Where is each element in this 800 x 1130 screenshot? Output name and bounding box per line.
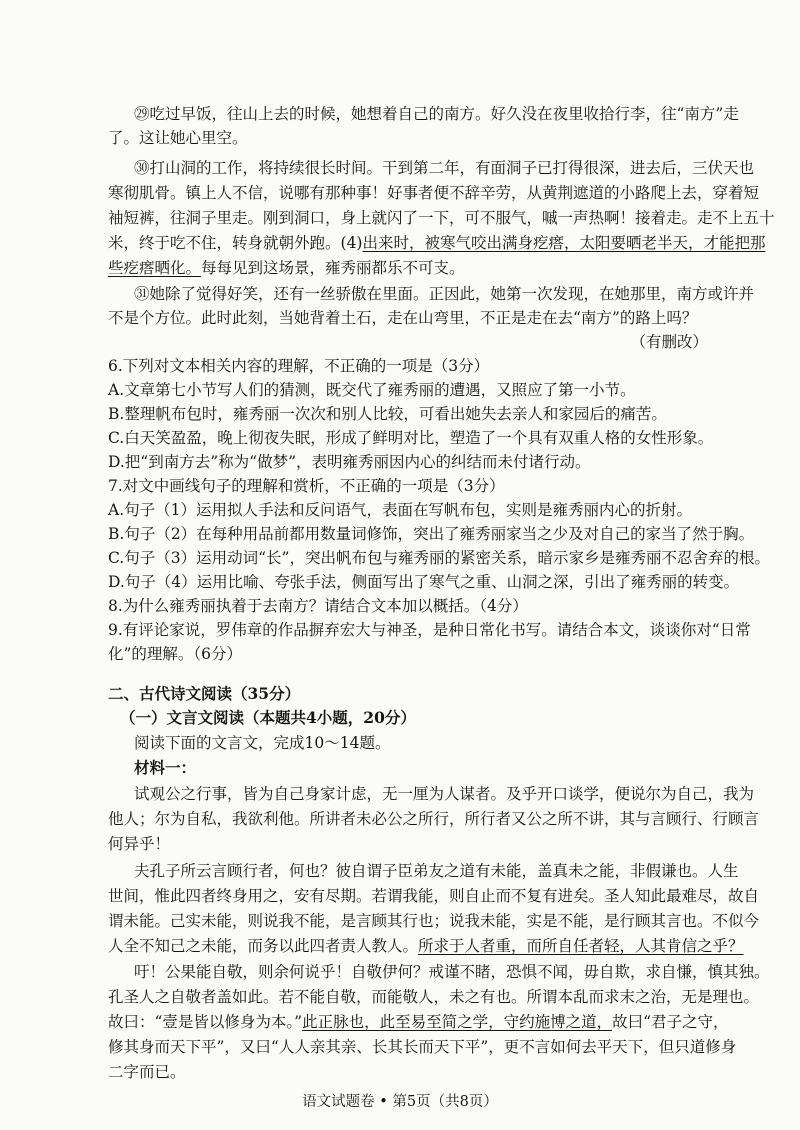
classical-p1-line: 何异乎！ (108, 835, 171, 853)
passage-p29-line: ㉙吃过早饭，往山上去的时候，她想着自己的南方。好久没在夜里收拾行李，往“南方”走 (134, 105, 739, 123)
page-footer: 语文试题卷 • 第5页（共8页） (302, 1094, 498, 1110)
question-9-cont: 化”的理解。（6分） (108, 645, 243, 663)
passage-p31-line: ㉛她除了觉得好笑，还有一丝骄傲在里面。正因此，她第一次发现，在她那里，南方或许并 (134, 285, 755, 303)
classical-p2-line: 世间，惟此四者终身用之，安有尽期。若谓我能，则自止而不复有进矣。圣人知此最难尽，故自 (108, 887, 760, 905)
classical-p2-text: 人全不知己之未能，而务以此四者责人教人。 (108, 937, 419, 955)
passage-p30-line: ㉚打山洞的工作，将持续很长时间。干到第二年，有面洞子已打得很深，进去后，三伏天也 (134, 159, 755, 177)
classical-p2-line: 夫孔子所云言顾行者，何也？彼自谓子臣弟友之道有未能，盖真未之能，非假谦也。人生 (134, 862, 739, 880)
sentence-marker-4: (4) (340, 234, 363, 252)
question-7-option-a: A.句子（1）运用拟人手法和反问语气，表面在写帆布包，实则是雍秀丽内心的折射。 (108, 501, 692, 519)
subsection-heading: （一）文言文阅读（本题共4小题，20分） (120, 708, 416, 727)
classical-p3-line: 修其身而天下平”，又曰“人人亲其亲、长其长而天下平”，更不言如何去平天下，但只道修身 (108, 1038, 737, 1056)
question-9: 9.有评论家说，罗伟章的作品摒弃宏大与神圣，是种日常化书写。请结合本文，谈谈你对“日常 (108, 621, 751, 639)
question-7: 7.对文中画线句子的理解和赏析，不正确的一项是（3分） (108, 477, 505, 495)
question-6-option-d: D.把“到南方去”称为“做梦”，表明雍秀丽因内心的纠结而未付诸行动。 (108, 453, 591, 471)
material-label: 材料一： (134, 758, 197, 777)
classical-p3-line: 二字而已。 (108, 1063, 186, 1081)
question-7-option-d: D.句子（4）运用比喻、夸张手法，侧面写出了寒气之重、山洞之深，引出了雍秀丽的转变。 (108, 573, 740, 591)
passage-p31-line: 不是个方位。此时此刻，当她背着土石，走在山弯里，不正是走在去“南方”的路上吗？ (108, 309, 698, 327)
passage-p29-line: 了。这让她心里空。 (108, 129, 248, 147)
source-note: （有删改） (630, 333, 708, 351)
underlined-sentence-4-cont: 些疙瘩晒化。 (108, 259, 202, 277)
passage-p30-line: 寒彻肌骨。镇上人不信，说哪有那种事！好事者便不辞辛劳，从黄荆遮道的小路爬上去，穿着短 (108, 184, 760, 202)
passage-p30-line (108, 233, 766, 253)
classical-p2-line (108, 936, 744, 956)
question-7-option-c: C.句子（3）运用动词“长”，突出帆布包与雍秀丽的紧密关系，暗示家乡是雍秀丽不忍舍弃的根。 (108, 549, 770, 567)
underlined-classical-sentence-2: 此正脉也，此至易至简之学，守约施博之道， (302, 1013, 613, 1031)
classical-p1-line: 他人；尔为自私，我欲利他。所讲者未必公之所行，所行者又公之所不讲，其与言顾行、行顾言 (108, 810, 760, 828)
classical-p3-line (108, 1012, 729, 1032)
question-6-option-b: B.整理帆布包时，雍秀丽一次次和别人比较，可看出她失去亲人和家园后的痛苦。 (108, 405, 667, 423)
classical-p3-text: 故曰“君子之守， (612, 1013, 729, 1031)
question-6-option-a: A.文章第七小节写人们的猜测，既交代了雍秀丽的遭遇，又照应了第一小节。 (108, 381, 636, 399)
underlined-sentence-4: 出来时，被寒气咬出满身疙瘩，太阳要晒老半天，才能把那 (362, 234, 766, 252)
passage-p30-line (108, 258, 465, 278)
reading-instruction: 阅读下面的文言文，完成10～14题。 (134, 734, 391, 752)
passage-p30-text: 米，终于吃不住，转身就朝外跑。 (108, 234, 341, 252)
section-heading: 二、古代诗文阅读（35分） (108, 684, 301, 703)
classical-p1-line: 试观公之行事，皆为自己身家计虑，无一厘为人谋者。及乎开口谈学，便说尔为自己，我为 (134, 785, 755, 803)
classical-p3-line: 孔圣人之自敬者盖如此。若不能自敬，而能敬人，未之有也。所谓本乱而求末之治，无是理也。 (108, 988, 760, 1006)
underlined-classical-sentence-1: 所求于人者重，而所自任者轻，人其肯信之乎？ (418, 937, 744, 955)
passage-p30-line: 袖短裤，往洞子里走。刚到洞口，身上就闪了一下，可不服气，嘁一声热啊！接着走。走不上五十 (108, 209, 775, 227)
classical-p3-text: 故曰：“壹是皆以修身为本。” (108, 1013, 303, 1031)
passage-p30-tail: 每每见到这场景，雍秀丽都乐不可支。 (201, 259, 465, 277)
classical-p3-line: 吁！公果能自敬，则余何说乎！自敬伊何？戒谨不睹，恐惧不闻，毋自欺，求自慊，慎其独。 (134, 963, 770, 981)
classical-p2-line: 谓未能。己实未能，则说我不能，是言顾其行也；说我未能，实是不能，是行顾其言也。不似今 (108, 912, 760, 930)
question-6: 6.下列对文本相关内容的理解，不正确的一项是（3分） (108, 357, 490, 375)
question-8: 8.为什么雍秀丽执着于去南方？请结合文本加以概括。（4分） (108, 597, 528, 615)
question-7-option-b: B.句子（2）在每种用品前都用数量词修饰，突出了雍秀丽家当之少及对自己的家当了然于胸。 (108, 525, 755, 543)
question-6-option-c: C.白天笑盈盈，晚上彻夜失眠，形成了鲜明对比，塑造了一个具有双重人格的女性形象。 (108, 429, 714, 447)
